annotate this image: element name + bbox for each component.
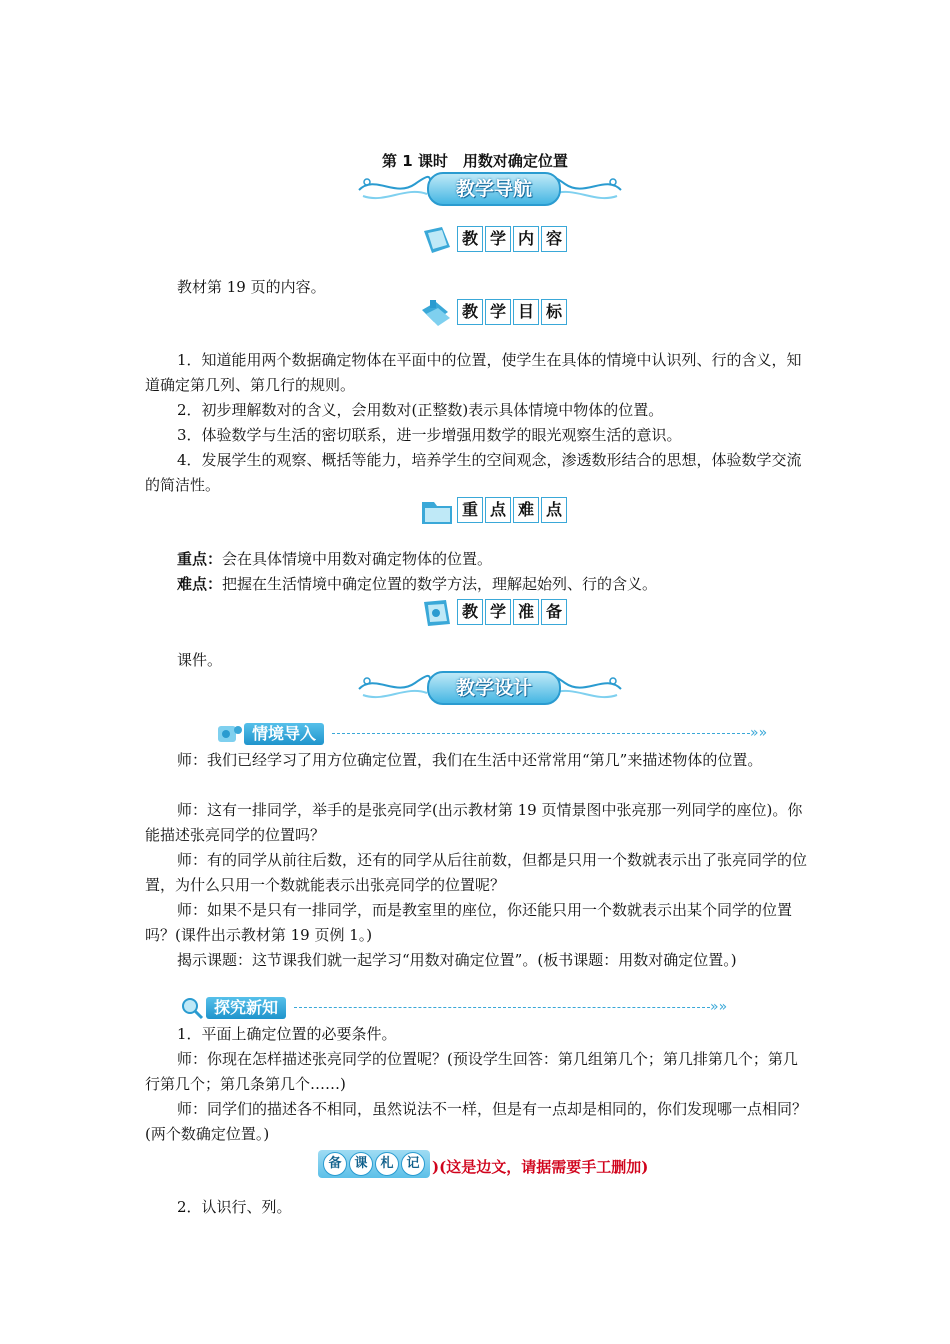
section-char: 准 <box>513 599 539 625</box>
section-char: 内 <box>513 226 539 252</box>
section-char: 点 <box>541 497 567 523</box>
difficult-text: 把握在生活情境中确定位置的数学方法，理解起始列、行的含义。 <box>222 575 658 593</box>
margin-note-text: )(这是边文，请据需要手工删加) <box>432 1158 649 1176</box>
section-char: 教 <box>457 226 483 252</box>
explore-paragraph: 师：你现在怎样描述张亮同学的位置呢？(预设学生回答：第几组第几个；第几排第几个；第几行第几个；第几条第几个……) <box>145 1050 798 1093</box>
section-char: 备 <box>541 599 567 625</box>
puzzle-icon <box>216 722 246 746</box>
intro-paragraph: 师：如果不是只有一排同学，而是教室里的座位，你还能只用一个数就表示出某个同学的位置吗？(课件出示教材第 19 页例 1。) <box>145 901 793 944</box>
lesson-title: 第 1 课时 用数对确定位置 <box>382 152 568 170</box>
key-point-line <box>145 547 807 572</box>
goal-item: 3．体验数学与生活的密切联系，进一步增强用数学的眼光观察生活的意识。 <box>177 426 682 444</box>
intro-paragraph: 师：有的同学从前往后数，还有的同学从后往前数，但都是只用一个数就表示出了张亮同学的位置，为什么只用一个数就能表示出张亮同学的位置呢？ <box>145 851 808 894</box>
prep-text: 课件。 <box>177 651 223 669</box>
lesson-notes-badge <box>318 1150 430 1178</box>
goal-item: 2．初步理解数对的含义，会用数对(正整数)表示具体情境中物体的位置。 <box>177 401 664 419</box>
section-char: 重 <box>457 497 483 523</box>
section-char: 学 <box>485 599 511 625</box>
tag-label: 探究新知 <box>206 997 286 1019</box>
banner-label: 教学设计 <box>455 677 532 699</box>
section-char: 难 <box>513 497 539 523</box>
notes-char: 课 <box>349 1152 373 1176</box>
section-char: 教 <box>457 299 483 325</box>
difficult-point-line <box>145 572 807 597</box>
notes-char: 记 <box>401 1152 425 1176</box>
dashed-divider <box>332 733 750 734</box>
difficult-label: 难点： <box>177 575 223 593</box>
key-label: 重点： <box>177 550 223 568</box>
banner-teaching-design <box>355 667 625 707</box>
section-char: 学 <box>485 226 511 252</box>
banner-label: 教学导航 <box>455 178 532 200</box>
section-char: 点 <box>485 497 511 523</box>
magnifier-icon <box>178 996 208 1020</box>
books-icon <box>420 298 454 328</box>
section-char: 标 <box>541 299 567 325</box>
section-char: 学 <box>485 299 511 325</box>
double-chevron-right-icon: »» <box>710 999 728 1015</box>
tag-scenario-intro <box>216 722 766 746</box>
folder-icon <box>420 496 454 526</box>
tag-explore-new <box>178 996 728 1020</box>
notes-char: 札 <box>375 1152 399 1176</box>
double-chevron-right-icon: »» <box>750 725 768 741</box>
banner-teaching-guide <box>355 168 625 208</box>
section-char: 教 <box>457 599 483 625</box>
explore-paragraph: 1．平面上确定位置的必要条件。 <box>177 1025 397 1043</box>
content-text: 教材第 19 页的内容。 <box>177 278 326 296</box>
book-icon <box>420 225 454 255</box>
notes-char: 备 <box>323 1152 347 1176</box>
key-text: 会在具体情境中用数对确定物体的位置。 <box>222 550 493 568</box>
intro-paragraph: 师：我们已经学习了用方位确定位置，我们在生活中还常常用“第几”来描述物体的位置。 <box>177 751 763 769</box>
intro-paragraph: 师：这有一排同学，举手的是张亮同学(出示教材第 19 页情景图中张亮那一列同学的座位)。你能描述张亮同学的位置吗？ <box>145 801 803 844</box>
section-char: 目 <box>513 299 539 325</box>
explore-paragraph: 2．认识行、列。 <box>177 1198 292 1216</box>
intro-paragraph: 揭示课题：这节课我们就一起学习“用数对确定位置”。(板书课题：用数对确定位置。) <box>177 951 737 969</box>
notebook-icon <box>420 598 454 628</box>
explore-paragraph: 师：同学们的描述各不相同，虽然说法不一样，但是有一点却是相同的，你们发现哪一点相同？(两个数确定位置。) <box>145 1100 808 1143</box>
goal-item: 1．知道能用两个数据确定物体在平面中的位置，使学生在具体的情境中认识列、行的含义，知道确定第几列、第几行的规则。 <box>145 351 802 394</box>
tag-label: 情境导入 <box>244 723 324 745</box>
dashed-divider <box>294 1007 710 1008</box>
section-char: 容 <box>541 226 567 252</box>
goal-item: 4．发展学生的观察、概括等能力，培养学生的空间观念，渗透数形结合的思想，体验数学交流的简洁性。 <box>145 451 802 494</box>
